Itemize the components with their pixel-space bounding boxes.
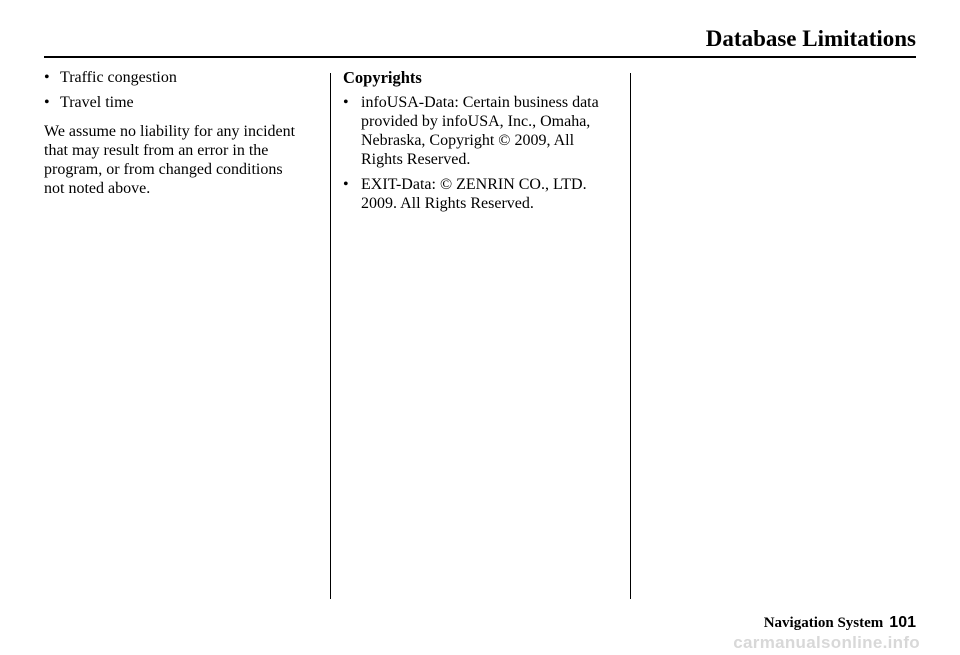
bullet-line: Nebraska, Copyright © 2009, All [361,132,575,149]
bullet-line: Rights Reserved. [361,151,471,168]
bullet-icon: • [44,94,50,111]
bullet-item-traffic [44,68,324,87]
column-divider-right [630,73,631,599]
bullet-line: EXIT-Data: © ZENRIN CO., LTD. [361,176,587,193]
watermark: carmanualsonline.info [733,633,920,652]
left-column [44,68,324,198]
paragraph-line: program, or from changed conditions [44,161,283,178]
bullet-icon: • [343,94,349,111]
bullet-line: infoUSA-Data: Certain business data [361,94,599,111]
copyrights-heading: Copyrights [343,68,422,87]
middle-column [343,68,623,219]
header-rule [44,56,916,58]
bullet-text: Traffic congestion [60,69,177,86]
footer-label: Navigation System [763,615,884,631]
paragraph-line: We assume no liability for any incident [44,123,296,140]
bullet-icon: • [44,69,50,86]
bullet-line: 2009. All Rights Reserved. [361,195,534,212]
bullet-text: Travel time [60,94,134,111]
bullet-item-infousa [343,93,623,169]
paragraph-line: that may result from an error in the [44,142,269,159]
bullet-line: provided by infoUSA, Inc., Omaha, [361,113,591,130]
column-divider-left [330,73,331,599]
bullet-item-exit-data [343,175,623,213]
page-title: Database Limitations [705,26,916,51]
liability-paragraph [44,122,324,198]
page-number: 101 [889,614,916,631]
bullet-icon: • [343,176,349,193]
paragraph-line: not noted above. [44,180,151,197]
page-footer [764,614,916,632]
bullet-item-travel-time [44,93,324,112]
